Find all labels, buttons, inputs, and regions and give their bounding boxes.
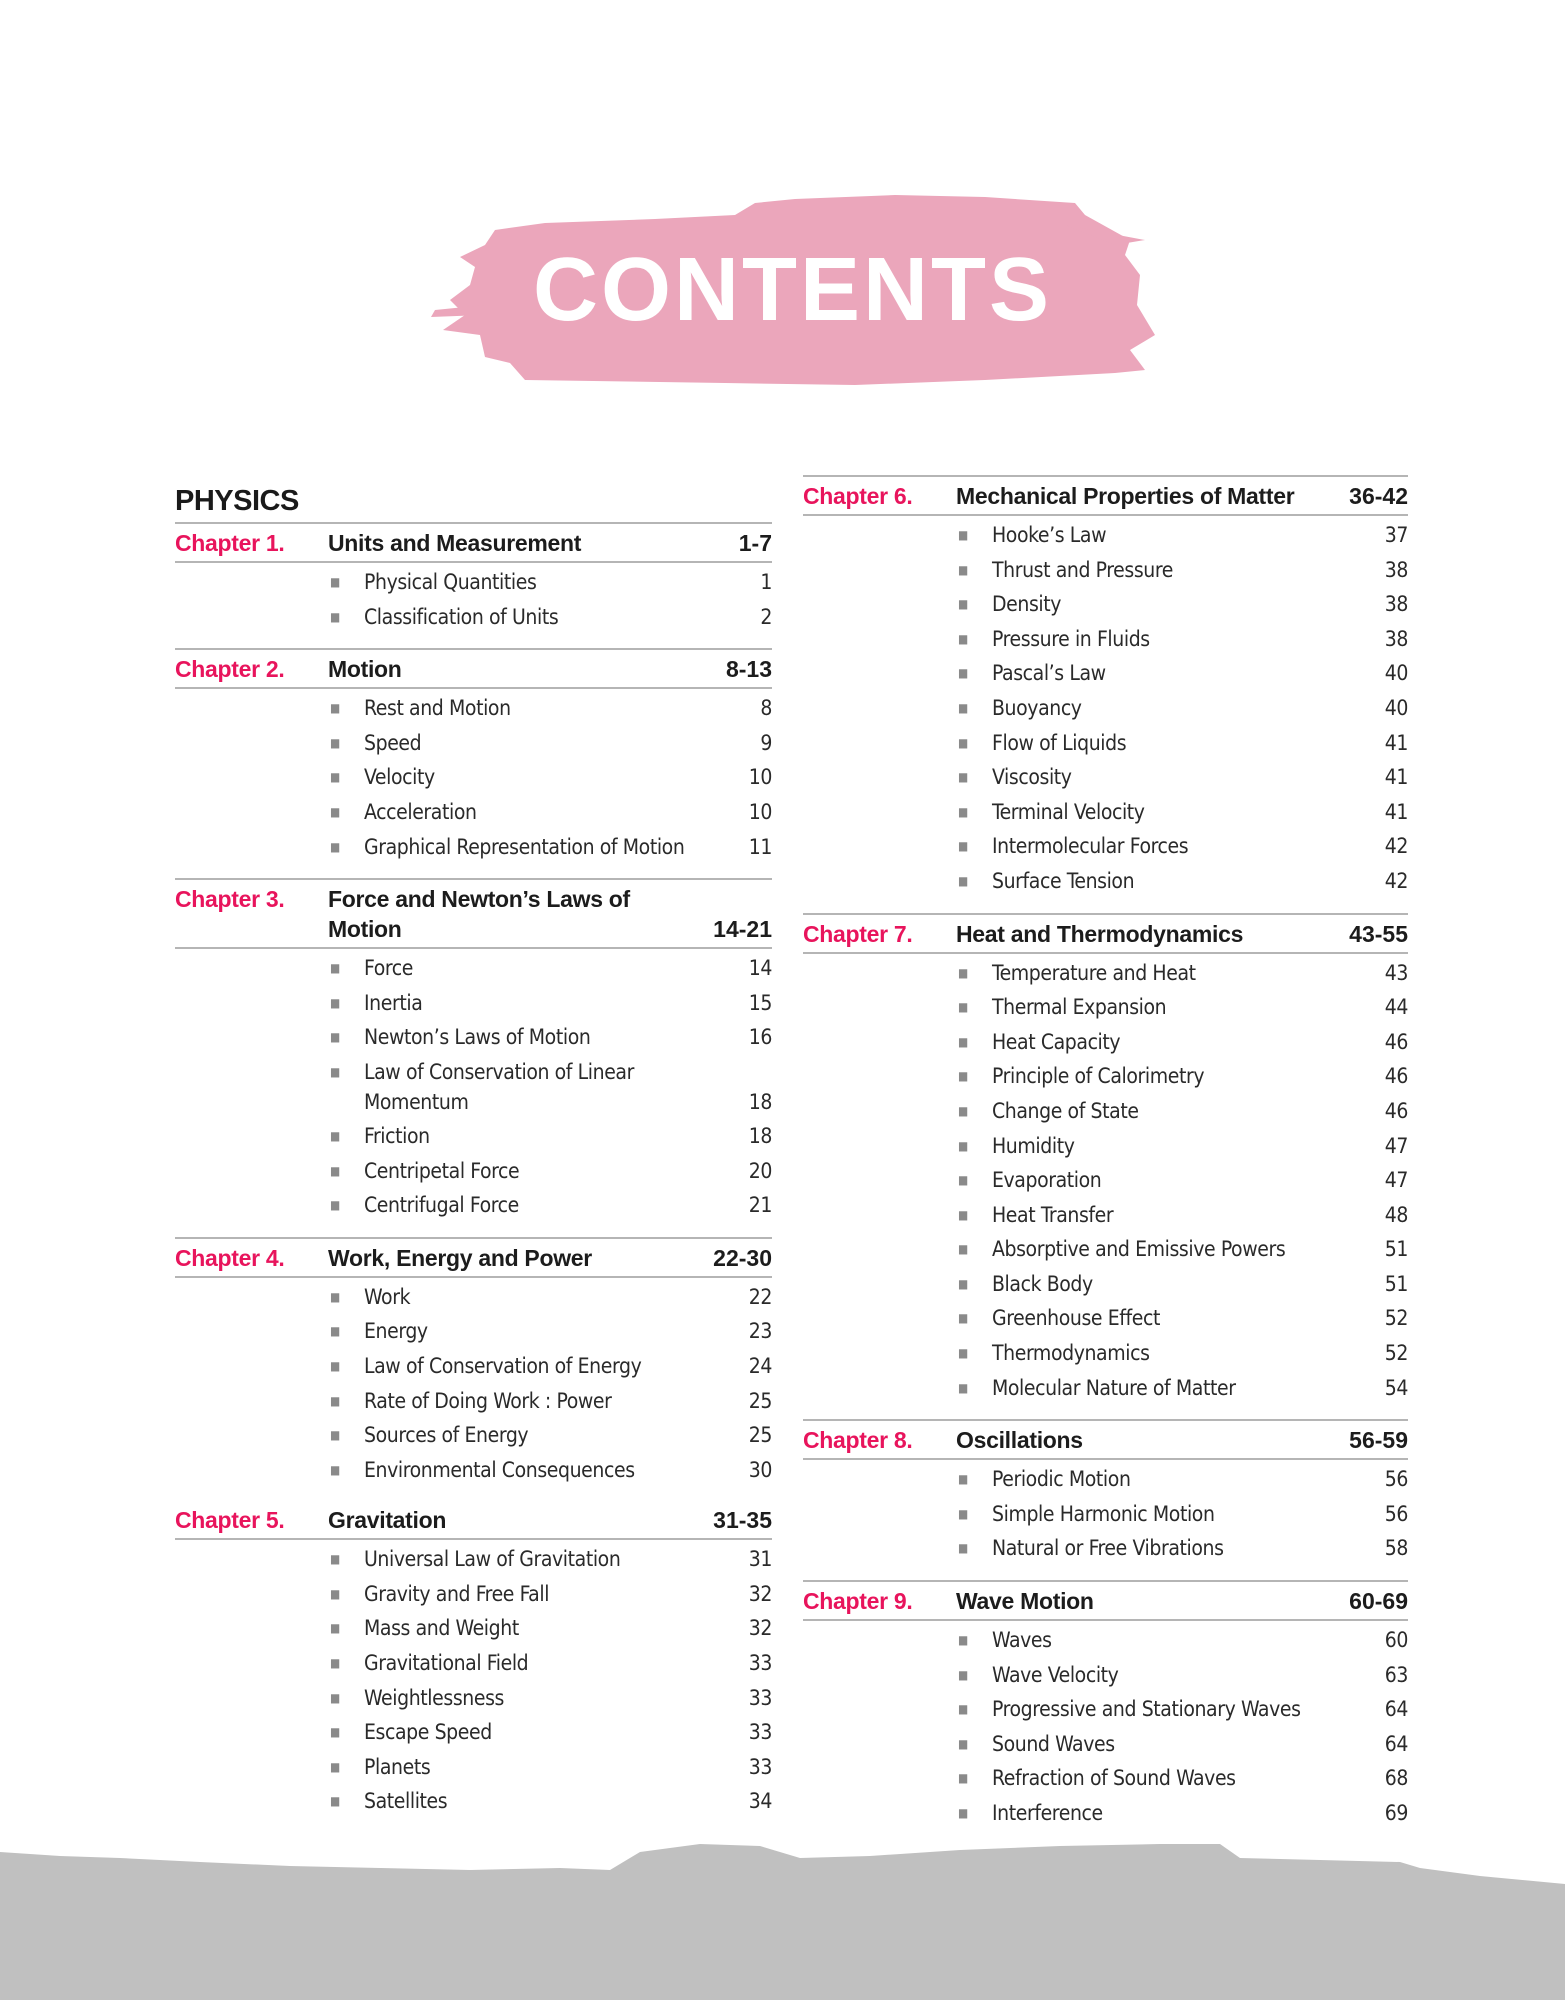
topic-page: 10 — [748, 799, 772, 824]
page-title: CONTENTS — [533, 239, 1052, 340]
topic-page: 38 — [1384, 626, 1408, 651]
topic-page: 64 — [1384, 1731, 1408, 1756]
bullet-icon: ■ — [330, 1163, 340, 1178]
chapter-page-range: 43-55 — [1349, 920, 1408, 947]
topic-item[interactable] — [175, 1784, 772, 1819]
topic-page: 18 — [748, 1089, 772, 1114]
topic-label: Planets — [364, 1754, 431, 1779]
topic-page: 24 — [748, 1353, 772, 1378]
bullet-icon: ■ — [330, 1324, 340, 1339]
topic-label: Sources of Energy — [364, 1423, 529, 1448]
topic-item[interactable] — [803, 622, 1408, 657]
topic-label: Thermal Expansion — [992, 995, 1167, 1020]
topic-item[interactable] — [803, 1163, 1408, 1198]
topic-item[interactable] — [175, 691, 772, 726]
bullet-icon: ■ — [330, 770, 340, 785]
topic-item[interactable] — [803, 956, 1408, 991]
bullet-icon: ■ — [330, 1358, 340, 1373]
contents-banner — [425, 185, 1160, 395]
topic-item[interactable] — [803, 1692, 1408, 1727]
topic-page: 22 — [748, 1284, 772, 1309]
topic-list — [175, 1540, 772, 1833]
topic-item[interactable] — [175, 1188, 772, 1223]
topic-page: 33 — [748, 1685, 772, 1710]
topic-item[interactable] — [803, 1462, 1408, 1497]
topic-page: 10 — [748, 765, 772, 790]
topic-page: 2 — [760, 604, 772, 629]
chapter-number: Chapter 2. — [175, 656, 285, 683]
topic-item[interactable] — [175, 1453, 772, 1488]
chapter-page-range: 31-35 — [713, 1507, 772, 1534]
topic-label: Inertia — [364, 990, 423, 1015]
bullet-icon: ■ — [958, 735, 968, 750]
bullet-icon: ■ — [330, 1794, 340, 1809]
topic-label: Newton’s Laws of Motion — [364, 1025, 591, 1050]
topic-label: Surface Tension — [992, 868, 1135, 893]
chapter-heading[interactable] — [803, 915, 1408, 952]
bullet-icon: ■ — [958, 965, 968, 980]
topic-label: Intermolecular Forces — [992, 834, 1189, 859]
bullet-icon: ■ — [330, 735, 340, 750]
topic-page: 43 — [1384, 960, 1408, 985]
topic-label: Wave Velocity — [992, 1662, 1119, 1687]
bullet-icon: ■ — [958, 1242, 968, 1257]
chapter-page-range: 22-30 — [713, 1244, 772, 1271]
bullet-icon: ■ — [330, 1128, 340, 1143]
topic-page: 1 — [760, 570, 772, 594]
chapter-title: Work, Energy and Power — [328, 1244, 592, 1271]
topic-label: Work — [364, 1284, 411, 1309]
topic-item[interactable] — [803, 1761, 1408, 1796]
topic-label: Gravitational Field — [364, 1651, 529, 1676]
bullet-icon: ■ — [958, 1771, 968, 1786]
topic-list — [175, 563, 772, 648]
bullet-icon: ■ — [958, 1633, 968, 1648]
topic-page: 9 — [760, 730, 772, 755]
topic-list — [175, 949, 772, 1237]
bullet-icon: ■ — [958, 1276, 968, 1291]
topic-page: 15 — [748, 990, 772, 1015]
topic-page: 52 — [1384, 1306, 1408, 1331]
topic-label: Heat Transfer — [992, 1202, 1114, 1227]
topic-page: 38 — [1384, 592, 1408, 617]
topic-label: Viscosity — [992, 765, 1072, 790]
bullet-icon: ■ — [958, 1103, 968, 1118]
topic-page: 42 — [1384, 868, 1408, 893]
chapter-heading[interactable] — [803, 1421, 1408, 1458]
bullet-icon: ■ — [958, 1380, 968, 1395]
topic-item[interactable] — [803, 553, 1408, 588]
topic-page: 58 — [1384, 1536, 1408, 1561]
topic-label: Classification of Units — [364, 604, 559, 629]
bullet-icon: ■ — [958, 1702, 968, 1717]
bullet-icon: ■ — [958, 528, 968, 542]
bullet-icon: ■ — [958, 1541, 968, 1556]
chapter-title: Mechanical Properties of Matter — [956, 483, 1295, 509]
topic-label: Law of Conservation of Linear Momentum — [364, 1059, 634, 1114]
chapter-number: Chapter 3. — [175, 886, 285, 913]
bullet-icon: ■ — [330, 804, 340, 819]
topic-label: Principle of Calorimetry — [992, 1064, 1205, 1089]
topic-page: 52 — [1384, 1341, 1408, 1366]
topic-page: 30 — [748, 1457, 772, 1482]
bullet-icon: ■ — [958, 1069, 968, 1084]
topic-item[interactable] — [803, 795, 1408, 830]
topic-page: 51 — [1384, 1237, 1408, 1262]
chapter-number: Chapter 6. — [803, 483, 913, 509]
bullet-icon: ■ — [958, 562, 968, 577]
bullet-icon: ■ — [330, 961, 340, 976]
bullet-icon: ■ — [330, 1064, 340, 1079]
topic-item[interactable] — [803, 1129, 1408, 1164]
bullet-icon: ■ — [330, 1289, 340, 1304]
topic-item[interactable] — [175, 1611, 772, 1646]
topic-label: Centrifugal Force — [364, 1193, 519, 1218]
topic-label: Hooke’s Law — [992, 523, 1107, 547]
topic-label: Environmental Consequences — [364, 1457, 635, 1482]
topic-item[interactable] — [175, 1646, 772, 1681]
topic-label: Periodic Motion — [992, 1467, 1131, 1492]
topic-label: Sound Waves — [992, 1731, 1115, 1756]
bullet-icon: ■ — [958, 1736, 968, 1751]
topic-page: 56 — [1384, 1467, 1408, 1492]
topic-item[interactable] — [803, 726, 1408, 761]
topic-item[interactable] — [175, 1055, 772, 1119]
topic-item[interactable] — [175, 986, 772, 1021]
bullet-icon: ■ — [958, 1806, 968, 1820]
topic-page: 56 — [1384, 1501, 1408, 1526]
topic-label: Absorptive and Emissive Powers — [992, 1237, 1286, 1262]
topic-item[interactable] — [803, 1796, 1408, 1831]
chapter-title: Force and Newton’s Laws of Motion — [328, 886, 630, 943]
bullet-icon: ■ — [958, 1472, 968, 1487]
topic-item[interactable] — [175, 1349, 772, 1384]
topic-list — [803, 1460, 1408, 1580]
toc-column-left — [175, 480, 772, 1833]
topic-label: Universal Law of Gravitation — [364, 1547, 621, 1572]
topic-page: 32 — [748, 1616, 772, 1641]
chapter-page-range: 60-69 — [1349, 1588, 1408, 1615]
bullet-icon: ■ — [330, 1725, 340, 1740]
topic-item[interactable] — [175, 830, 772, 865]
topic-page: 60 — [1384, 1628, 1408, 1653]
topic-item[interactable] — [803, 587, 1408, 622]
bullet-icon: ■ — [958, 1506, 968, 1521]
topic-label: Escape Speed — [364, 1720, 492, 1745]
bullet-icon: ■ — [958, 873, 968, 888]
topic-item[interactable] — [803, 1371, 1408, 1406]
topic-label: Law of Conservation of Energy — [364, 1353, 642, 1378]
topic-page: 47 — [1384, 1168, 1408, 1193]
topic-label: Terminal Velocity — [992, 799, 1145, 824]
topic-label: Centripetal Force — [364, 1158, 520, 1183]
chapter-title: Wave Motion — [956, 1588, 1094, 1615]
topic-item[interactable] — [803, 1301, 1408, 1336]
chapter-heading[interactable] — [175, 1501, 772, 1538]
torn-edge-decoration — [0, 1830, 1565, 2000]
topic-page: 31 — [748, 1547, 772, 1572]
bullet-icon: ■ — [330, 1462, 340, 1477]
topic-page: 46 — [1384, 1064, 1408, 1089]
topic-item[interactable] — [803, 829, 1408, 864]
bullet-icon: ■ — [958, 666, 968, 681]
chapter-page-range: 36-42 — [1349, 483, 1408, 509]
topic-item[interactable] — [803, 1336, 1408, 1371]
topic-item[interactable] — [803, 1232, 1408, 1267]
topic-list — [803, 516, 1408, 913]
topic-item[interactable] — [803, 1531, 1408, 1566]
bullet-icon: ■ — [330, 995, 340, 1010]
topic-label: Mass and Weight — [364, 1616, 519, 1641]
chapter-number: Chapter 7. — [803, 920, 913, 947]
topic-page: 47 — [1384, 1133, 1408, 1158]
bullet-icon: ■ — [958, 804, 968, 819]
topic-page: 42 — [1384, 834, 1408, 859]
chapter-heading[interactable] — [175, 524, 772, 561]
bullet-icon: ■ — [330, 839, 340, 854]
topic-item[interactable] — [175, 1542, 772, 1577]
topic-label: Simple Harmonic Motion — [992, 1501, 1215, 1526]
topic-page: 38 — [1384, 557, 1408, 582]
topic-label: Heat Capacity — [992, 1029, 1121, 1054]
topic-label: Natural or Free Vibrations — [992, 1536, 1224, 1561]
topic-page: 11 — [748, 834, 772, 859]
bullet-icon: ■ — [330, 1690, 340, 1705]
topic-page: 8 — [760, 696, 772, 721]
topic-label: Buoyancy — [992, 695, 1082, 720]
topic-item[interactable] — [803, 1658, 1408, 1693]
topic-label: Progressive and Stationary Waves — [992, 1697, 1301, 1722]
topic-item[interactable] — [803, 1267, 1408, 1302]
topic-label: Force — [364, 956, 413, 981]
topic-label: Evaporation — [992, 1168, 1102, 1193]
topic-item[interactable] — [803, 1059, 1408, 1094]
bullet-icon: ■ — [330, 1552, 340, 1567]
topic-page: 16 — [748, 1025, 772, 1050]
topic-item[interactable] — [803, 1198, 1408, 1233]
topic-item[interactable] — [175, 600, 772, 635]
topic-label: Refraction of Sound Waves — [992, 1766, 1236, 1791]
topic-label: Humidity — [992, 1133, 1075, 1158]
topic-item[interactable] — [175, 726, 772, 761]
bullet-icon: ■ — [330, 1586, 340, 1601]
topic-item[interactable] — [803, 1094, 1408, 1129]
topic-list — [803, 954, 1408, 1420]
bullet-icon: ■ — [330, 575, 340, 589]
chapter-heading[interactable] — [803, 1582, 1408, 1619]
topic-label: Rest and Motion — [364, 696, 511, 721]
bullet-icon: ■ — [958, 1667, 968, 1682]
toc-column-right — [803, 475, 1408, 1845]
topic-page: 14 — [748, 956, 772, 981]
bullet-icon: ■ — [330, 1030, 340, 1045]
topic-item[interactable] — [803, 656, 1408, 691]
chapter-title: Heat and Thermodynamics — [956, 920, 1244, 947]
topic-item[interactable] — [175, 565, 772, 600]
bullet-icon: ■ — [958, 631, 968, 646]
topic-item[interactable] — [803, 1623, 1408, 1658]
topic-label: Molecular Nature of Matter — [992, 1375, 1236, 1400]
bullet-icon: ■ — [330, 1759, 340, 1774]
topic-item[interactable] — [803, 1025, 1408, 1060]
topic-item[interactable] — [803, 864, 1408, 899]
topic-page: 32 — [748, 1581, 772, 1606]
chapter-title: Oscillations — [956, 1427, 1083, 1454]
topic-item[interactable] — [175, 1418, 772, 1453]
chapter-title: Gravitation — [328, 1507, 447, 1534]
topic-page: 46 — [1384, 1029, 1408, 1054]
topic-item[interactable] — [175, 795, 772, 830]
chapter-page-range: 14-21 — [713, 916, 772, 943]
chapter-page-range: 8-13 — [725, 656, 772, 683]
topic-item[interactable] — [803, 760, 1408, 795]
bullet-icon: ■ — [330, 1621, 340, 1636]
topic-page: 41 — [1384, 730, 1408, 755]
bullet-icon: ■ — [958, 1138, 968, 1153]
topic-page: 37 — [1384, 523, 1408, 547]
topic-label: Change of State — [992, 1098, 1139, 1123]
bullet-icon: ■ — [330, 1198, 340, 1213]
topic-page: 21 — [748, 1193, 772, 1218]
topic-label: Physical Quantities — [364, 570, 537, 594]
topic-page: 25 — [748, 1423, 772, 1448]
topic-item[interactable] — [175, 1154, 772, 1189]
topic-label: Speed — [364, 730, 422, 755]
topic-label: Rate of Doing Work : Power — [364, 1388, 612, 1413]
topic-item[interactable] — [175, 951, 772, 986]
topic-label: Greenhouse Effect — [992, 1306, 1160, 1331]
topic-page: 51 — [1384, 1271, 1408, 1296]
topic-label: Pascal’s Law — [992, 661, 1106, 686]
topic-item[interactable] — [175, 1715, 772, 1750]
bullet-icon: ■ — [330, 1656, 340, 1671]
topic-item[interactable] — [175, 1280, 772, 1315]
chapter-heading[interactable] — [175, 650, 772, 687]
chapter-number: Chapter 4. — [175, 1244, 285, 1271]
topic-item[interactable] — [175, 1314, 772, 1349]
bullet-icon: ■ — [958, 1173, 968, 1188]
bullet-icon: ■ — [330, 609, 340, 624]
chapter-page-range: 56-59 — [1349, 1427, 1408, 1454]
topic-page: 54 — [1384, 1375, 1408, 1400]
topic-page: 18 — [748, 1123, 772, 1148]
bullet-icon: ■ — [330, 701, 340, 716]
topic-label: Interference — [992, 1801, 1103, 1825]
bullet-icon: ■ — [958, 1346, 968, 1361]
topic-page: 41 — [1384, 765, 1408, 790]
chapter-title: Motion — [328, 656, 402, 683]
bullet-icon: ■ — [958, 839, 968, 854]
topic-label: Flow of Liquids — [992, 730, 1127, 755]
topic-label: Gravity and Free Fall — [364, 1581, 550, 1606]
topic-page: 69 — [1384, 1801, 1408, 1825]
bullet-icon: ■ — [958, 597, 968, 612]
topic-item[interactable] — [175, 1750, 772, 1785]
topic-label: Satellites — [364, 1789, 448, 1814]
bullet-icon: ■ — [958, 1207, 968, 1222]
topic-page: 40 — [1384, 661, 1408, 686]
topic-label: Velocity — [364, 765, 435, 790]
topic-item[interactable] — [175, 760, 772, 795]
topic-item[interactable] — [175, 1577, 772, 1612]
topic-page: 44 — [1384, 995, 1408, 1020]
chapter-page-range: 1-7 — [738, 530, 772, 556]
topic-page: 41 — [1384, 799, 1408, 824]
bullet-icon: ■ — [958, 700, 968, 715]
topic-page: 25 — [748, 1388, 772, 1413]
chapter-number: Chapter 1. — [175, 530, 285, 556]
topic-label: Energy — [364, 1319, 428, 1344]
chapter-title: Units and Measurement — [328, 530, 582, 556]
topic-item[interactable] — [803, 518, 1408, 553]
topic-page: 23 — [748, 1319, 772, 1344]
topic-item[interactable] — [803, 1727, 1408, 1762]
chapter-heading[interactable] — [175, 1239, 772, 1276]
topic-page: 68 — [1384, 1766, 1408, 1791]
topic-page: 33 — [748, 1754, 772, 1779]
topic-label: Graphical Representation of Motion — [364, 834, 685, 859]
topic-page: 34 — [748, 1789, 772, 1814]
topic-label: Pressure in Fluids — [992, 626, 1150, 651]
topic-item[interactable] — [175, 1119, 772, 1154]
chapter-number: Chapter 5. — [175, 1507, 285, 1534]
chapter-number: Chapter 9. — [803, 1588, 913, 1615]
topic-list — [175, 1278, 772, 1502]
topic-item[interactable] — [803, 691, 1408, 726]
topic-page: 63 — [1384, 1662, 1408, 1687]
bullet-icon: ■ — [330, 1428, 340, 1443]
topic-list — [803, 1621, 1408, 1845]
topic-label: Waves — [992, 1628, 1052, 1653]
topic-item[interactable] — [803, 990, 1408, 1025]
topic-label: Density — [992, 592, 1062, 617]
topic-list — [175, 689, 772, 878]
bullet-icon: ■ — [958, 770, 968, 785]
topic-item[interactable] — [175, 1384, 772, 1419]
topic-label: Thrust and Pressure — [992, 557, 1173, 582]
bullet-icon: ■ — [958, 1034, 968, 1049]
topic-page: 64 — [1384, 1697, 1408, 1722]
topic-label: Friction — [364, 1123, 430, 1148]
topic-page: 33 — [748, 1651, 772, 1676]
topic-label: Black Body — [992, 1271, 1093, 1296]
topic-item[interactable] — [175, 1020, 772, 1055]
chapter-heading[interactable] — [175, 880, 772, 947]
topic-item[interactable] — [803, 1497, 1408, 1532]
bullet-icon: ■ — [958, 1311, 968, 1326]
topic-page: 33 — [748, 1720, 772, 1745]
topic-page: 40 — [1384, 695, 1408, 720]
topic-page: 20 — [748, 1158, 772, 1183]
topic-label: Acceleration — [364, 799, 477, 824]
bullet-icon: ■ — [330, 1393, 340, 1408]
subject-heading: PHYSICS — [175, 485, 299, 517]
chapter-heading[interactable] — [803, 477, 1408, 514]
topic-item[interactable] — [175, 1681, 772, 1716]
topic-label: Weightlessness — [364, 1685, 504, 1710]
topic-label: Thermodynamics — [992, 1341, 1150, 1366]
bullet-icon: ■ — [958, 1000, 968, 1015]
chapter-number: Chapter 8. — [803, 1427, 913, 1454]
footer-band — [0, 1830, 1565, 2000]
topic-page: 46 — [1384, 1098, 1408, 1123]
topic-label: Temperature and Heat — [992, 960, 1196, 985]
topic-page: 48 — [1384, 1202, 1408, 1227]
